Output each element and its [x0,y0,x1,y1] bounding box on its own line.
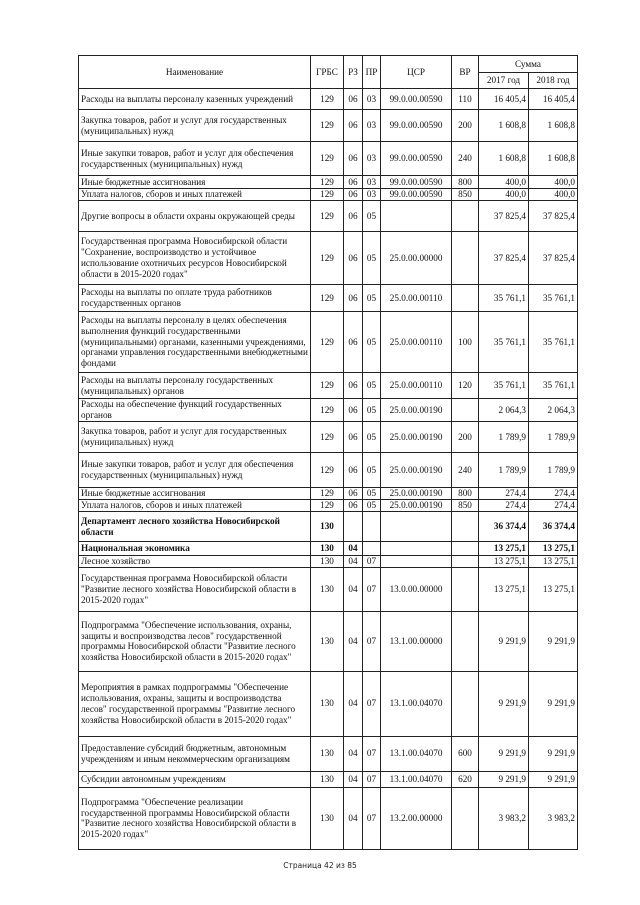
cell-y2017: 37 825,4 [479,201,529,232]
cell-grbs: 130 [311,567,344,611]
cell-pr: 03 [363,142,381,176]
cell-pr: 07 [363,787,381,849]
cell-rz [344,512,363,542]
table-row [79,399,578,422]
header-name: Наименование [79,56,311,89]
cell-name: Уплата налогов, сборов и иных платежей [79,189,311,201]
cell-pr: 05 [363,285,381,312]
cell-y2018: 35 761,1 [529,373,578,399]
cell-vr: 110 [452,89,479,110]
cell-vr [452,787,479,849]
cell-vr: 240 [452,142,479,176]
cell-csr: 25.0.00.00110 [381,373,452,399]
cell-y2017: 16 405,4 [479,89,529,110]
cell-rz: 04 [344,567,363,611]
cell-name: Расходы на выплаты персоналу государственных (муниципальных) органов [79,373,311,399]
table-row [79,142,578,176]
cell-y2017: 1 789,9 [479,453,529,488]
header-grbs: ГРБС [311,56,344,89]
header-sum: Сумма [479,56,578,73]
cell-rz: 06 [344,500,363,512]
cell-rz: 04 [344,556,363,568]
table-row [79,422,578,453]
cell-vr: 240 [452,453,479,488]
cell-pr: 05 [363,488,381,500]
cell-name: Департамент лесного хозяйства Новосибирской области [79,512,311,542]
cell-y2017: 400,0 [479,189,529,201]
cell-csr: 13.0.00.00000 [381,567,452,611]
cell-pr: 03 [363,176,381,189]
cell-grbs: 129 [311,500,344,512]
cell-rz: 06 [344,399,363,422]
cell-csr [381,512,452,542]
cell-name: Расходы на выплаты по оплате труда работников государственных органов [79,285,311,312]
cell-vr [452,611,479,671]
budget-table [78,55,578,850]
cell-csr [381,201,452,232]
cell-y2017: 1 789,9 [479,422,529,453]
cell-vr [452,567,479,611]
cell-csr: 99.0.00.00590 [381,110,452,142]
cell-y2018: 1 789,9 [529,422,578,453]
table-row [79,611,578,671]
header-2018: 2018 год [529,73,578,89]
cell-y2018: 37 825,4 [529,201,578,232]
cell-grbs: 129 [311,422,344,453]
cell-rz: 06 [344,373,363,399]
cell-rz: 06 [344,110,363,142]
cell-name: Иные закупки товаров, работ и услуг для обеспечения государственных (муниципальных) нужд [79,142,311,176]
header-rz: РЗ [344,56,363,89]
cell-vr [452,542,479,556]
cell-pr: 05 [363,312,381,373]
cell-csr: 99.0.00.00590 [381,176,452,189]
cell-grbs: 129 [311,189,344,201]
cell-y2018: 274,4 [529,488,578,500]
table-row [79,542,578,556]
cell-grbs: 130 [311,556,344,568]
cell-y2017: 9 291,9 [479,671,529,736]
cell-y2017: 400,0 [479,176,529,189]
header-2017: 2017 год [479,73,529,89]
cell-y2018: 1 608,8 [529,142,578,176]
cell-y2018: 9 291,9 [529,771,578,787]
table-row [79,736,578,771]
table-row [79,285,578,312]
cell-pr: 03 [363,110,381,142]
cell-y2017: 2 064,3 [479,399,529,422]
cell-rz: 06 [344,422,363,453]
cell-grbs: 129 [311,312,344,373]
cell-pr: 03 [363,189,381,201]
cell-rz: 04 [344,787,363,849]
cell-grbs: 130 [311,671,344,736]
cell-name: Предоставление субсидий бюджетным, автономным учреждениям и иным некоммерческим организациям [79,736,311,771]
cell-grbs: 130 [311,611,344,671]
cell-vr: 800 [452,488,479,500]
table-row [79,556,578,568]
table-row [79,110,578,142]
cell-csr: 25.0.00.00190 [381,453,452,488]
cell-vr: 200 [452,110,479,142]
cell-vr: 620 [452,771,479,787]
cell-y2018: 274,4 [529,500,578,512]
cell-name: Государственная программа Новосибирской области "Развитие лесного хозяйства Новосибирской области в 2015-2020 годах" [79,567,311,611]
cell-name: Расходы на обеспечение функций государственных органов [79,399,311,422]
header-vr: ВР [452,56,479,89]
cell-csr: 25.0.00.00110 [381,285,452,312]
cell-csr: 99.0.00.00590 [381,189,452,201]
cell-name: Уплата налогов, сборов и иных платежей [79,500,311,512]
cell-vr [452,671,479,736]
header-pr: ПР [363,56,381,89]
cell-csr: 25.0.00.00190 [381,488,452,500]
cell-y2017: 37 825,4 [479,232,529,285]
table-row [79,512,578,542]
cell-pr: 07 [363,567,381,611]
cell-y2017: 13 275,1 [479,567,529,611]
cell-y2018: 3 983,2 [529,787,578,849]
cell-pr: 05 [363,373,381,399]
cell-csr [381,556,452,568]
cell-pr: 07 [363,556,381,568]
cell-csr: 13.1.00.00000 [381,611,452,671]
page-number: Страница 42 из 85 [283,861,357,870]
cell-csr: 25.0.00.00190 [381,399,452,422]
cell-y2017: 35 761,1 [479,285,529,312]
cell-grbs: 129 [311,89,344,110]
cell-rz: 04 [344,542,363,556]
cell-name: Иные бюджетные ассигнования [79,176,311,189]
cell-rz: 04 [344,611,363,671]
cell-grbs: 130 [311,771,344,787]
cell-y2018: 9 291,9 [529,611,578,671]
cell-grbs: 129 [311,201,344,232]
cell-grbs: 130 [311,542,344,556]
cell-vr [452,399,479,422]
cell-name: Национальная экономика [79,542,311,556]
table-row [79,488,578,500]
cell-pr: 05 [363,232,381,285]
cell-name: Субсидии автономным учреждениям [79,771,311,787]
cell-y2018: 2 064,3 [529,399,578,422]
table-row [79,671,578,736]
cell-y2018: 1 608,8 [529,110,578,142]
cell-name: Другие вопросы в области охраны окружающей среды [79,201,311,232]
cell-csr: 13.1.00.04070 [381,671,452,736]
cell-y2018: 400,0 [529,176,578,189]
cell-csr: 99.0.00.00590 [381,142,452,176]
cell-vr [452,232,479,285]
cell-vr [452,201,479,232]
cell-y2018: 400,0 [529,189,578,201]
cell-pr: 05 [363,500,381,512]
cell-y2018: 13 275,1 [529,567,578,611]
cell-y2018: 13 275,1 [529,542,578,556]
cell-vr [452,556,479,568]
cell-pr: 03 [363,89,381,110]
cell-grbs: 129 [311,176,344,189]
cell-y2018: 16 405,4 [529,89,578,110]
cell-rz: 06 [344,488,363,500]
cell-name: Закупка товаров, работ и услуг для государственных (муниципальных) нужд [79,110,311,142]
cell-y2017: 1 608,8 [479,110,529,142]
cell-rz: 06 [344,312,363,373]
cell-name: Закупка товаров, работ и услуг для государственных (муниципальных) нужд [79,422,311,453]
cell-grbs: 130 [311,787,344,849]
cell-y2017: 13 275,1 [479,556,529,568]
cell-name: Мероприятия в рамках подпрограммы "Обеспечение использования, охраны, защиты и воспроизводства лесов" государственной программы "Развитие лесного хозяйства Новосибирской области в 2015-2020 годах" [79,671,311,736]
cell-pr [363,542,381,556]
cell-pr: 07 [363,736,381,771]
cell-y2018: 37 825,4 [529,232,578,285]
cell-csr: 25.0.00.00000 [381,232,452,285]
cell-name: Государственная программа Новосибирской области "Сохранение, воспроизводство и устойчивое использование охотничьих ресурсов Новосибирской области в 2015-2020 годах" [79,232,311,285]
cell-vr: 200 [452,422,479,453]
cell-y2018: 9 291,9 [529,736,578,771]
cell-vr: 850 [452,500,479,512]
cell-name: Подпрограмма "Обеспечение реализации государственной программы Новосибирской области "Развитие лесного хозяйства Новосибирской области в 2015-2020 годах" [79,787,311,849]
cell-csr [381,542,452,556]
cell-vr [452,512,479,542]
cell-rz: 06 [344,176,363,189]
cell-name: Иные закупки товаров, работ и услуг для обеспечения государственных (муниципальных) нужд [79,453,311,488]
cell-pr: 05 [363,201,381,232]
table-row [79,567,578,611]
cell-y2018: 9 291,9 [529,671,578,736]
cell-csr: 25.0.00.00190 [381,500,452,512]
cell-rz: 06 [344,232,363,285]
cell-pr: 07 [363,611,381,671]
cell-rz: 04 [344,771,363,787]
cell-rz: 06 [344,189,363,201]
cell-y2017: 13 275,1 [479,542,529,556]
cell-name: Расходы на выплаты персоналу в целях обеспечения выполнения функций государственными (муниципальными) органами, казенными учреждениями, органами управления государственными внебюджетными фондами [79,312,311,373]
cell-y2018: 13 275,1 [529,556,578,568]
table-row [79,771,578,787]
table-row [79,373,578,399]
cell-y2018: 35 761,1 [529,312,578,373]
cell-vr: 100 [452,312,479,373]
cell-y2017: 9 291,9 [479,611,529,671]
cell-grbs: 130 [311,512,344,542]
cell-csr: 25.0.00.00110 [381,312,452,373]
cell-y2018: 1 789,9 [529,453,578,488]
cell-vr: 850 [452,189,479,201]
cell-pr: 05 [363,453,381,488]
cell-rz: 04 [344,671,363,736]
table-row [79,787,578,849]
header-csr: ЦСР [381,56,452,89]
cell-pr: 05 [363,399,381,422]
cell-csr: 13.1.00.04070 [381,736,452,771]
cell-vr: 120 [452,373,479,399]
cell-grbs: 130 [311,736,344,771]
cell-y2017: 35 761,1 [479,312,529,373]
cell-y2017: 36 374,4 [479,512,529,542]
cell-y2017: 3 983,2 [479,787,529,849]
cell-pr: 07 [363,771,381,787]
cell-name: Лесное хозяйство [79,556,311,568]
cell-pr [363,512,381,542]
table-row [79,201,578,232]
cell-rz: 06 [344,453,363,488]
cell-csr: 13.2.00.00000 [381,787,452,849]
cell-rz: 06 [344,285,363,312]
table-row [79,500,578,512]
cell-grbs: 129 [311,373,344,399]
cell-y2018: 35 761,1 [529,285,578,312]
cell-csr: 13.1.00.04070 [381,771,452,787]
cell-grbs: 129 [311,110,344,142]
cell-name: Иные бюджетные ассигнования [79,488,311,500]
table-row [79,453,578,488]
cell-y2017: 274,4 [479,488,529,500]
cell-grbs: 129 [311,399,344,422]
table-row [79,189,578,201]
table-row [79,89,578,110]
cell-rz: 04 [344,736,363,771]
cell-vr: 800 [452,176,479,189]
table-row [79,176,578,189]
cell-y2017: 1 608,8 [479,142,529,176]
cell-csr: 25.0.00.00190 [381,422,452,453]
cell-name: Расходы на выплаты персоналу казенных учреждений [79,89,311,110]
cell-name: Подпрограмма "Обеспечение использования, охраны, защиты и воспроизводства лесов" государственной программы Новосибирской области "Развитие лесного хозяйства Новосибирской области в 2015-2020 годах" [79,611,311,671]
cell-pr: 07 [363,671,381,736]
cell-rz: 06 [344,142,363,176]
cell-y2017: 274,4 [479,500,529,512]
cell-rz: 06 [344,89,363,110]
cell-grbs: 129 [311,232,344,285]
cell-y2017: 35 761,1 [479,373,529,399]
cell-y2017: 9 291,9 [479,771,529,787]
table-body [79,89,578,850]
cell-grbs: 129 [311,142,344,176]
cell-grbs: 129 [311,285,344,312]
cell-pr: 05 [363,422,381,453]
cell-y2017: 9 291,9 [479,736,529,771]
table-row [79,232,578,285]
cell-y2018: 36 374,4 [529,512,578,542]
cell-vr [452,285,479,312]
cell-grbs: 129 [311,453,344,488]
cell-csr: 99.0.00.00590 [381,89,452,110]
cell-grbs: 129 [311,488,344,500]
table-row [79,312,578,373]
cell-rz: 06 [344,201,363,232]
cell-vr: 600 [452,736,479,771]
